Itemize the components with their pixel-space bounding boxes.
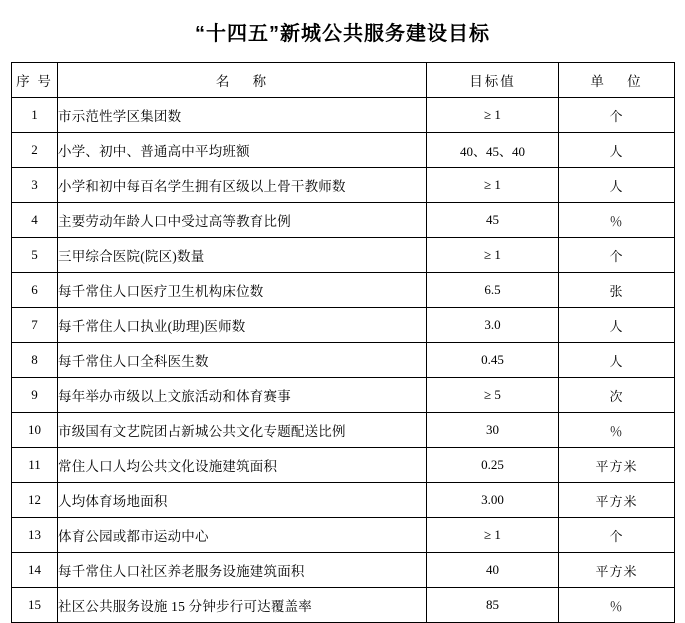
table-row: [12, 133, 675, 168]
cell-name: 每千常住人口执业(助理)医师数: [58, 308, 427, 343]
cell-unit: ％: [559, 203, 675, 238]
cell-target: 6.5: [427, 273, 559, 308]
cell-name: 社区公共服务设施 15 分钟步行可达覆盖率: [58, 588, 427, 623]
cell-name: 每千常住人口社区养老服务设施建筑面积: [58, 553, 427, 588]
cell-name: 每千常住人口全科医生数: [58, 343, 427, 378]
table-row: [12, 448, 675, 483]
table-row: [12, 238, 675, 273]
cell-target: 40、45、40: [427, 133, 559, 168]
cell-unit: ％: [559, 413, 675, 448]
cell-seq: 13: [12, 518, 58, 553]
cell-seq: 5: [12, 238, 58, 273]
table-row: [12, 273, 675, 308]
table-row: [12, 343, 675, 378]
cell-target: 45: [427, 203, 559, 238]
cell-target: 40: [427, 553, 559, 588]
table-body: [12, 98, 675, 623]
column-header-name: 名 称: [58, 63, 427, 98]
cell-target: ≥ 5: [427, 378, 559, 413]
cell-name: 常住人口人均公共文化设施建筑面积: [58, 448, 427, 483]
cell-name: 市示范性学区集团数: [58, 98, 427, 133]
cell-target: 85: [427, 588, 559, 623]
column-header-target: 目标值: [427, 63, 559, 98]
table-row: [12, 168, 675, 203]
cell-seq: 12: [12, 483, 58, 518]
cell-unit: 平方米: [559, 483, 675, 518]
table-row: [12, 378, 675, 413]
cell-unit: 个: [559, 98, 675, 133]
table-row: [12, 413, 675, 448]
cell-seq: 4: [12, 203, 58, 238]
column-header-unit: 单 位: [559, 63, 675, 98]
cell-name: 每千常住人口医疗卫生机构床位数: [58, 273, 427, 308]
cell-target: ≥ 1: [427, 518, 559, 553]
cell-target: 3.00: [427, 483, 559, 518]
cell-name: 人均体育场地面积: [58, 483, 427, 518]
cell-name: 小学和初中每百名学生拥有区级以上骨干教师数: [58, 168, 427, 203]
cell-name: 小学、初中、普通高中平均班额: [58, 133, 427, 168]
cell-unit: 人: [559, 133, 675, 168]
cell-seq: 14: [12, 553, 58, 588]
cell-seq: 1: [12, 98, 58, 133]
cell-unit: 平方米: [559, 553, 675, 588]
table-row: [12, 518, 675, 553]
cell-seq: 11: [12, 448, 58, 483]
table-row: [12, 483, 675, 518]
table-row: [12, 588, 675, 623]
cell-unit: 人: [559, 308, 675, 343]
table-header: [12, 63, 675, 98]
cell-name: 体育公园或都市运动中心: [58, 518, 427, 553]
cell-target: ≥ 1: [427, 168, 559, 203]
table-container: [0, 62, 685, 623]
cell-unit: 平方米: [559, 448, 675, 483]
cell-target: ≥ 1: [427, 98, 559, 133]
cell-unit: 次: [559, 378, 675, 413]
table-row: [12, 553, 675, 588]
cell-name: 三甲综合医院(院区)数量: [58, 238, 427, 273]
cell-name: 每年举办市级以上文旅活动和体育赛事: [58, 378, 427, 413]
cell-seq: 9: [12, 378, 58, 413]
cell-unit: 个: [559, 518, 675, 553]
cell-seq: 7: [12, 308, 58, 343]
cell-seq: 6: [12, 273, 58, 308]
cell-target: 3.0: [427, 308, 559, 343]
cell-target: 30: [427, 413, 559, 448]
cell-unit: 人: [559, 168, 675, 203]
table-row: [12, 98, 675, 133]
page-title: “十四五”新城公共服务建设目标: [195, 23, 490, 45]
cell-seq: 2: [12, 133, 58, 168]
cell-unit: 人: [559, 343, 675, 378]
cell-target: ≥ 1: [427, 238, 559, 273]
table-row: [12, 203, 675, 238]
cell-seq: 10: [12, 413, 58, 448]
column-header-seq: 序 号: [12, 63, 58, 98]
cell-seq: 8: [12, 343, 58, 378]
cell-seq: 15: [12, 588, 58, 623]
goals-table: [11, 62, 675, 623]
cell-target: 0.25: [427, 448, 559, 483]
cell-target: 0.45: [427, 343, 559, 378]
cell-name: 市级国有文艺院团占新城公共文化专题配送比例: [58, 413, 427, 448]
cell-seq: 3: [12, 168, 58, 203]
cell-name: 主要劳动年龄人口中受过高等教育比例: [58, 203, 427, 238]
table-header-row: [12, 63, 675, 98]
cell-unit: ％: [559, 588, 675, 623]
cell-unit: 个: [559, 238, 675, 273]
table-row: [12, 308, 675, 343]
cell-unit: 张: [559, 273, 675, 308]
